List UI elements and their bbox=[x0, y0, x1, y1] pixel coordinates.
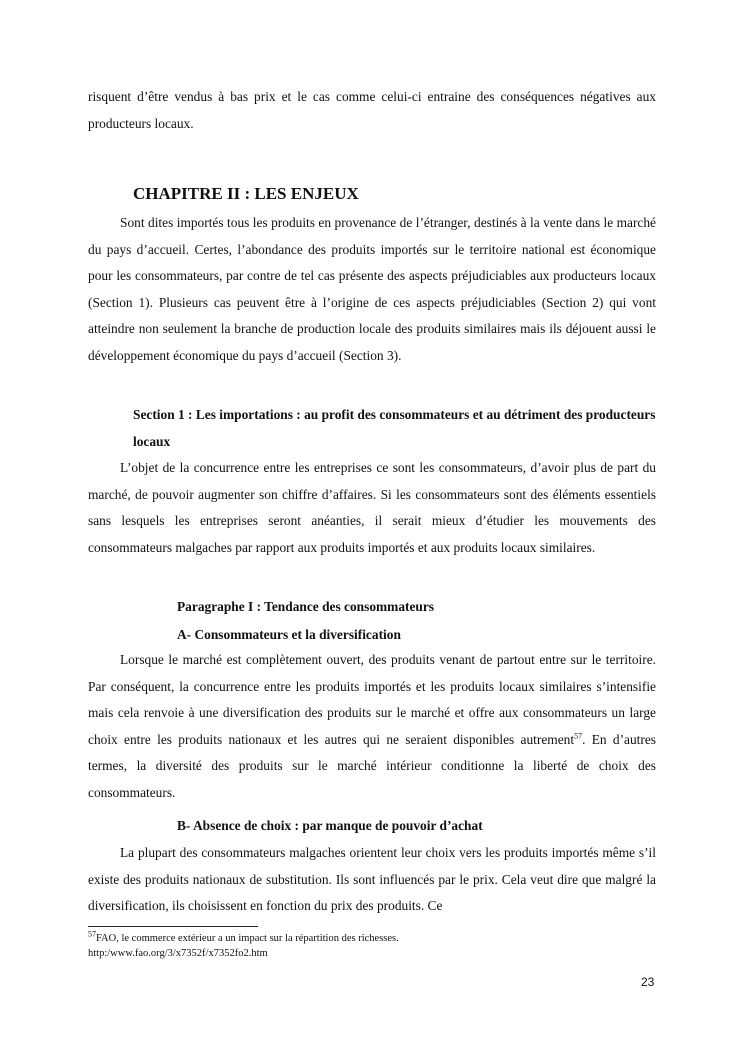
section-1-paragraph bbox=[88, 455, 656, 561]
sub-b-paragraph bbox=[88, 840, 656, 920]
sub-a-paragraph bbox=[88, 647, 656, 807]
section-1-title: Section 1 : Les importations : au profit des consommateurs et au détriment des producteurs locaux bbox=[133, 407, 656, 449]
footnote-divider bbox=[88, 926, 258, 927]
sub-b-title: B- Absence de choix : par manque de pouvoir d’achat bbox=[177, 818, 483, 833]
sub-a-text: Lorsque le marché est complètement ouvert, des produits venant de partout entre sur le territoire. Par conséquent, la concurrence entre les produits importés et les produits locaux similaires s’intensifie mais cela renvoie à une diversification des produits sur le marché et offre aux consommateurs un large choix entre les produits nationaux et les autres qui ne seraient disponibles autrement bbox=[88, 652, 656, 747]
intro-paragraph: risquent d’être vendus à bas prix et le cas comme celui-ci entraine des conséquences négatives aux producteurs locaux. bbox=[88, 89, 656, 131]
chapter-title: CHAPITRE II : LES ENJEUX bbox=[133, 184, 359, 203]
footnote-number: 57 bbox=[88, 929, 96, 939]
sub-a-text-end: . En d’autres termes, la diversité des produits sur le marché intérieur conditionne la liberté de choix des consommateurs. bbox=[88, 731, 657, 800]
footnote bbox=[88, 931, 399, 946]
page-number: 23 bbox=[641, 975, 655, 989]
sub-b-text: La plupart des consommateurs malgaches orientent leur choix vers les produits importés même s’il existe des produits nationaux de substitution. Ils sont influencés par le prix. Cela veut dire que malgré la diversification, ils choisissent en fonction du prix des produits. Ce bbox=[88, 845, 656, 914]
footnote-url[interactable]: http:/www.fao.org/3/x7352f/x7352fo2.htm bbox=[88, 948, 268, 959]
paragraph-1-title: Paragraphe I : Tendance des consommateurs bbox=[177, 599, 435, 614]
chapter-paragraph bbox=[88, 210, 656, 370]
chapter-paragraph-text: Sont dites importés tous les produits en provenance de l’étranger, destinés à la vente dans le marché du pays d’accueil. Certes, l’abondance des produits importés sur le territoire national est économique pour les consommateurs, par contre de tel cas présente des aspects préjudiciables aux producteurs locaux (Section 1). Plusieurs cas peuvent être à l’origine de ces aspects préjudiciables (Section 2) qui vont atteindre non seulement la branche de production locale des produits similaires mais ils déjouent aussi le développement économique du pays d’accueil (Section 3). bbox=[88, 215, 656, 363]
section-1-paragraph-text: L’objet de la concurrence entre les entreprises ce sont les consommateurs, d’avoir plus de part du marché, de pouvoir augmenter son chiffre d’affaires. Si les consommateurs sont des éléments essentiels sans lesquels les entreprises seront anéanties, il serait mieux d’étudier les mouvements des consommateurs malgaches par rapport aux produits importés et aux produits locaux similaires. bbox=[88, 460, 656, 555]
footnote-reference[interactable]: 57 bbox=[574, 731, 583, 741]
footnote-text: FAO, le commerce extérieur a un impact sur la répartition des richesses. bbox=[96, 933, 399, 944]
sub-a-title: A- Consommateurs et la diversification bbox=[177, 627, 401, 642]
